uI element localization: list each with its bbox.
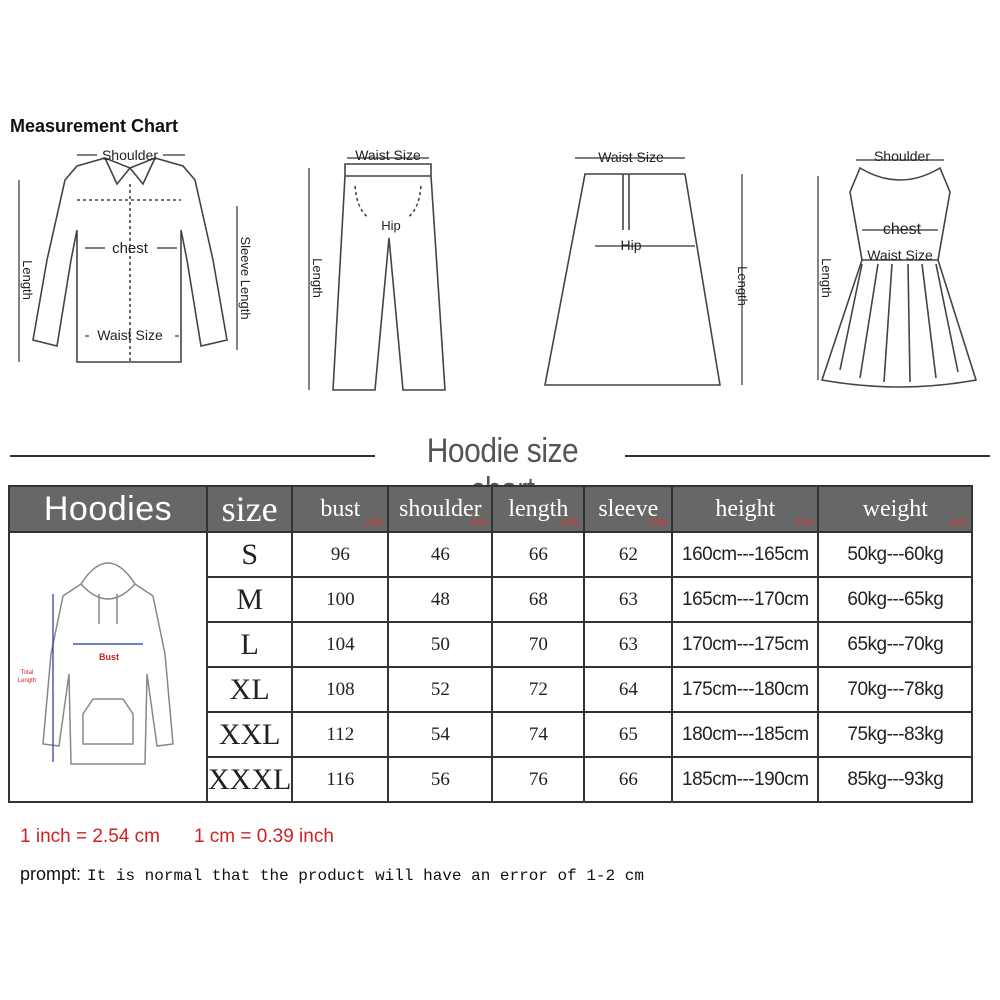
prompt-note <box>20 864 644 885</box>
hoodie-image <box>13 534 203 794</box>
cell-height: 185cm---190cm <box>672 757 818 802</box>
shirt-shoulder-label: Shoulder <box>101 147 159 163</box>
cell-size: L <box>207 622 292 667</box>
cell-weight: 65kg---70kg <box>818 622 972 667</box>
shirt-diagram <box>5 140 255 380</box>
cell-size: S <box>207 532 292 577</box>
cell-bust: 100 <box>292 577 388 622</box>
pants-hip-label: Hip <box>381 218 401 233</box>
cell-length: 74 <box>492 712 584 757</box>
hoodies-header: Hoodies <box>9 486 207 532</box>
cell-height: 170cm---175cm <box>672 622 818 667</box>
dress-diagram <box>800 140 990 400</box>
header-length: length (CM) <box>492 486 584 532</box>
size-table <box>8 485 973 803</box>
cell-size: XXL <box>207 712 292 757</box>
cell-sleeve: 65 <box>584 712 672 757</box>
cell-shoulder: 52 <box>388 667 492 712</box>
cell-length: 76 <box>492 757 584 802</box>
measurement-chart-title: Measurement Chart <box>10 116 179 136</box>
table-header-row <box>9 486 972 532</box>
inch-to-cm: 1 inch = 2.54 cm <box>20 826 160 847</box>
shirt-waist-label: Waist Size <box>97 327 163 343</box>
hoodie-image-cell <box>9 532 207 802</box>
cell-length: 66 <box>492 532 584 577</box>
skirt-length-label: Length <box>735 266 750 306</box>
cell-sleeve: 62 <box>584 532 672 577</box>
cell-sleeve: 66 <box>584 757 672 802</box>
cell-sleeve: 63 <box>584 622 672 667</box>
header-weight: weight (KG) <box>818 486 972 532</box>
cell-height: 175cm---180cm <box>672 667 818 712</box>
title-divider-right <box>625 455 990 457</box>
cell-shoulder: 56 <box>388 757 492 802</box>
dress-waist-label: Waist Size <box>867 247 933 263</box>
header-bust: bust (CM) <box>292 486 388 532</box>
pants-waist-label: Waist Size <box>355 147 421 163</box>
cell-height: 180cm---185cm <box>672 712 818 757</box>
pants-diagram <box>295 140 455 400</box>
cell-shoulder: 46 <box>388 532 492 577</box>
cell-bust: 116 <box>292 757 388 802</box>
header-size: size <box>207 486 292 532</box>
prompt-label: prompt: <box>20 864 82 884</box>
cell-sleeve: 63 <box>584 577 672 622</box>
pants-length-label: Length <box>310 258 325 298</box>
conversion-note <box>20 826 368 848</box>
cell-length: 68 <box>492 577 584 622</box>
cell-height: 165cm---170cm <box>672 577 818 622</box>
hoodie-bust-label: Bust <box>99 652 119 662</box>
hoodie-length-label: Length <box>17 678 37 684</box>
header-height: height (CM) <box>672 486 818 532</box>
cell-size: XXXL <box>207 757 292 802</box>
cell-size: XL <box>207 667 292 712</box>
hoodie-total-label: Total <box>20 670 34 676</box>
cell-bust: 112 <box>292 712 388 757</box>
cell-weight: 50kg---60kg <box>818 532 972 577</box>
hoodie-chart-title: Hoodie size <box>426 432 579 470</box>
cell-weight: 75kg---83kg <box>818 712 972 757</box>
cell-weight: 60kg---65kg <box>818 577 972 622</box>
cell-shoulder: 50 <box>388 622 492 667</box>
skirt-waist-label: Waist Size <box>598 149 664 165</box>
cell-bust: 96 <box>292 532 388 577</box>
skirt-diagram <box>535 140 755 400</box>
cell-bust: 104 <box>292 622 388 667</box>
cell-length: 70 <box>492 622 584 667</box>
header-sleeve: sleeve (CM) <box>584 486 672 532</box>
table-row <box>9 532 972 577</box>
header-shoulder: shoulder (CM) <box>388 486 492 532</box>
prompt-text: It is normal that the product will have an error of 1-2 cm <box>87 867 644 885</box>
dress-shoulder-label: Shoulder <box>873 148 931 164</box>
cell-bust: 108 <box>292 667 388 712</box>
cell-shoulder: 54 <box>388 712 492 757</box>
dress-length-label: Length <box>819 258 834 298</box>
shirt-chest-label: chest <box>112 240 148 257</box>
cm-to-inch: 1 cm = 0.39 inch <box>193 826 334 847</box>
shirt-sleeve-label: Sleeve Length <box>238 236 253 320</box>
cell-length: 72 <box>492 667 584 712</box>
cell-size: M <box>207 577 292 622</box>
cell-height: 160cm---165cm <box>672 532 818 577</box>
dress-chest-label: chest <box>882 221 922 238</box>
skirt-hip-label: Hip <box>620 237 642 253</box>
title-divider-left <box>10 455 375 457</box>
cell-sleeve: 64 <box>584 667 672 712</box>
cell-shoulder: 48 <box>388 577 492 622</box>
shirt-length-label: Length <box>20 260 35 300</box>
cell-weight: 70kg---78kg <box>818 667 972 712</box>
cell-weight: 85kg---93kg <box>818 757 972 802</box>
